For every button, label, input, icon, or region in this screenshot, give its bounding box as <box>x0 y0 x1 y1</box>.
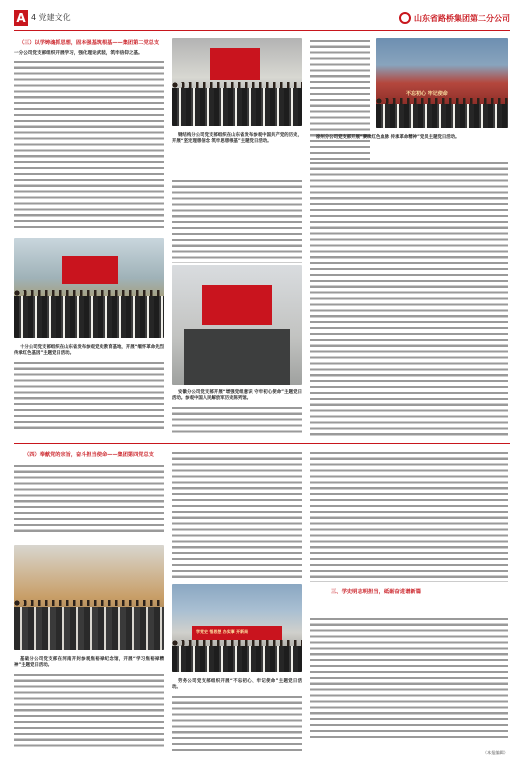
photo-group-with-party-flag <box>172 38 302 126</box>
column-4-bottom <box>14 654 164 754</box>
photo-caption-1: 十分公司党支部组织在山东省发布参观党史教育基地，开展“缅怀革命先烈 传承红色基因”主题党日活动。 <box>14 345 164 357</box>
column-6-top <box>310 450 508 582</box>
photo-caption-right: 徐州分公司党支部开展“赓续红色血脉 传承革命精神”党员主题党日活动。 <box>316 135 460 140</box>
photo-caption-2: 钢结构分公司党支部组织在山东省发布参观中国共产党的历史，开展“坚定理想信念 筑牢思想根基”主题党日活动。 <box>172 133 302 145</box>
column-title: 4 党建文化 <box>31 13 71 22</box>
banner-text-monument: 学党史 悟思想 办实事 开新局 <box>196 629 249 634</box>
photo-caption-bottom: 基础分公司党支部在河南开封参观焦裕禄纪念馆，开展“学习焦裕禄精神”主题党日活动。 <box>14 657 164 669</box>
banner-text-red-building: 不忘初心 牢记使命 <box>406 91 448 97</box>
article-body-2b <box>172 405 302 435</box>
sub-section-heading <box>310 588 442 612</box>
article-body-1b <box>14 360 164 432</box>
article-body-4 <box>14 463 164 533</box>
article-body-6b <box>310 616 508 738</box>
end-note: （本报编辑） <box>482 750 508 755</box>
page-header <box>14 8 510 30</box>
article-body-6 <box>310 450 508 582</box>
company-name: 山东省路桥集团第二分公司 <box>414 13 510 23</box>
sub-section-title: 三、学史明志明担当，砥砺奋进谱新篇 <box>330 589 422 595</box>
section-intro-1: 一分公司党支部组织开展学习，强化理论武装，筑牢信仰之基。 <box>14 51 143 56</box>
column-3-body-b <box>310 160 508 438</box>
column-1-bottom <box>14 342 164 438</box>
page-mark: A <box>14 10 28 26</box>
article-body-5b <box>172 694 302 754</box>
article-body-4b <box>14 672 164 748</box>
section-title-1: （三）以学铸魂抓思想，固本强基筑根基——集团第二党总支 <box>18 40 160 46</box>
column-5-bottom <box>172 676 302 756</box>
photo-caption-bottom-2: 劳务公司党支部组织开展“不忘初心、牢记使命”主题党日活动。 <box>172 679 302 691</box>
article-body-1 <box>14 59 164 229</box>
article-body-3b <box>310 160 508 438</box>
column-6-bottom <box>310 616 508 748</box>
company-brand <box>399 10 510 26</box>
section-title-4: （四）奉献党的宗旨，奋斗担当使命——集团第四党总支 <box>24 452 154 458</box>
column-5-top <box>172 450 302 580</box>
photo-group-red-building <box>376 38 508 128</box>
photo-podium-exhibition <box>172 265 302 385</box>
article-body-5 <box>172 450 302 580</box>
header-rule <box>14 30 510 31</box>
article-body-2 <box>172 178 302 263</box>
column-2-body <box>172 178 302 263</box>
company-logo-icon <box>399 12 411 24</box>
photo-caption-3: 安徽分公司党支部开展“增强党组意识 守牢初心使命”主题党日活动。参观中国人民解放军历史陈列馆。 <box>172 390 302 402</box>
column-2-caption-b <box>172 387 302 439</box>
column-1-top <box>14 38 164 238</box>
column-4-top <box>14 450 164 540</box>
photo-classroom-study <box>14 545 164 650</box>
column-2-caption <box>172 130 302 176</box>
photo-monument-red-banner <box>172 584 302 672</box>
photo-group-at-monument <box>14 238 164 338</box>
section-divider <box>14 443 510 444</box>
column-3-caption <box>310 132 508 152</box>
